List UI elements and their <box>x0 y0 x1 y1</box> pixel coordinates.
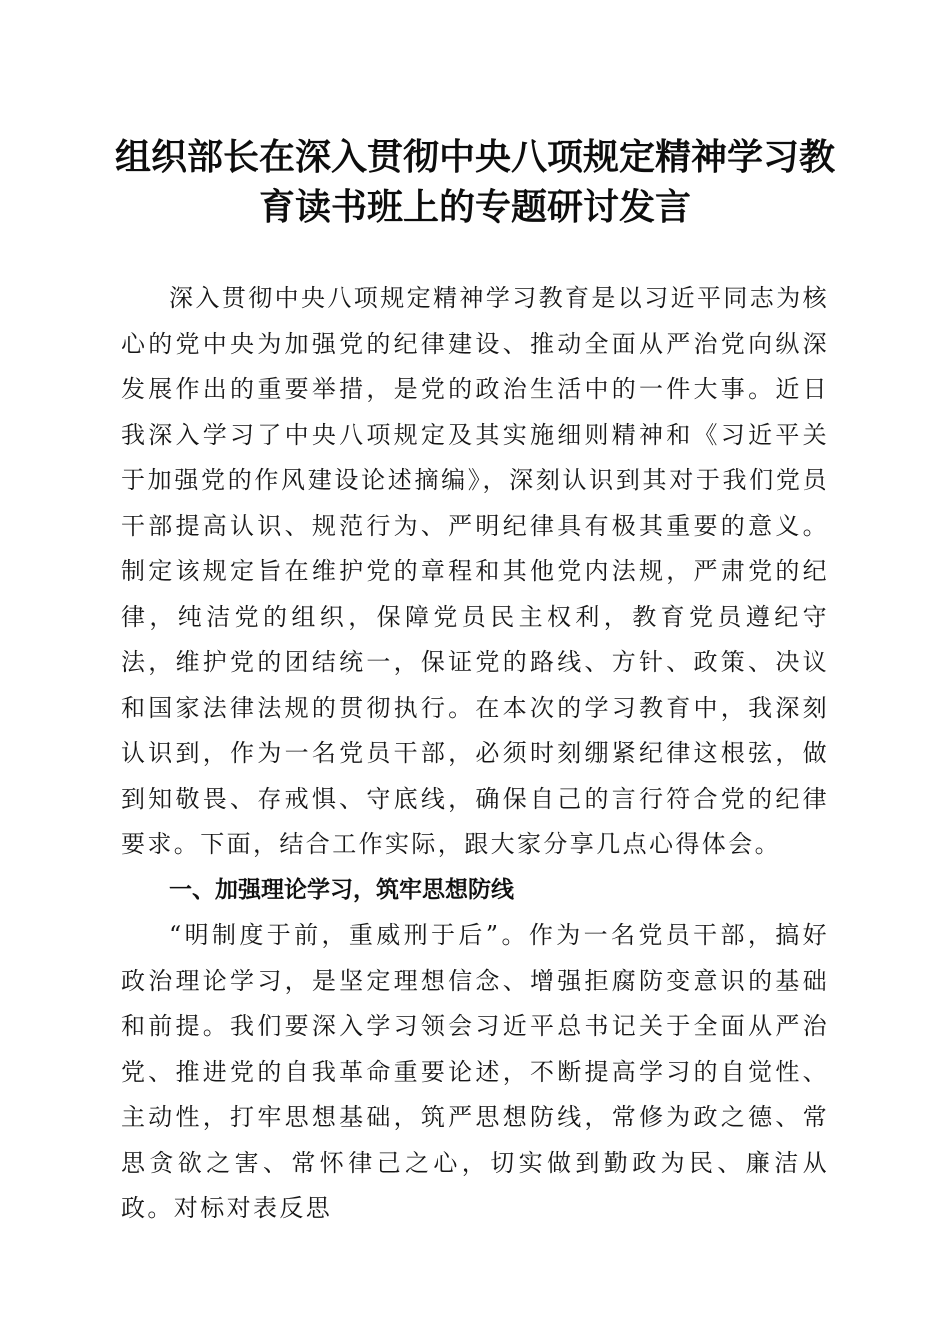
document-body <box>121 276 829 1232</box>
section-1-paragraph: “明制度于前，重威刑于后”。作为一名党员干部，搞好政治理论学习，是坚定理想信念、增强拒腐防变意识的基础和前提。我们要深入学习领会习近平总书记关于全面从严治党、推进党的自我革命重要论述，不断提高学习的自觉性、主动性，打牢思想基础，筑严思想防线，常修为政之德、常思贪欲之害、常怀律己之心，切实做到勤政为民、廉洁从政。对标对表反思 <box>121 921 829 1222</box>
document-title: 组织部长在深入贯彻中央八项规定精神学习教育读书班上的专题研讨发言 <box>114 136 835 228</box>
intro-paragraph: 深入贯彻中央八项规定精神学习教育是以习近平同志为核心的党中央为加强党的纪律建设、推动全面从严治党向纵深发展作出的重要举措，是党的政治生活中的一件大事。近日我深入学习了中央八项规定及其实施细则精神和《习近平关于加强党的作风建设论述摘编》，深刻认识到其对于我们党员干部提高认识、规范行为、严明纪律具有极其重要的意义。制定该规定旨在维护党的章程和其他党内法规，严肃党的纪律，纯洁党的组织，保障党员民主权利，教育党员遵纪守法，维护党的团结统一，保证党的路线、方针、政策、决议和国家法律法规的贯彻执行。在本次的学习教育中，我深刻认识到，作为一名党员干部，必须时刻绷紧纪律这根弦，做到知敬畏、存戒惧、守底线，确保自己的言行符合党的纪律要求。下面，结合工作实际，跟大家分享几点心得体会。 <box>121 284 829 858</box>
section-heading-1: 一、加强理论学习，筑牢思想防线 <box>169 876 514 903</box>
